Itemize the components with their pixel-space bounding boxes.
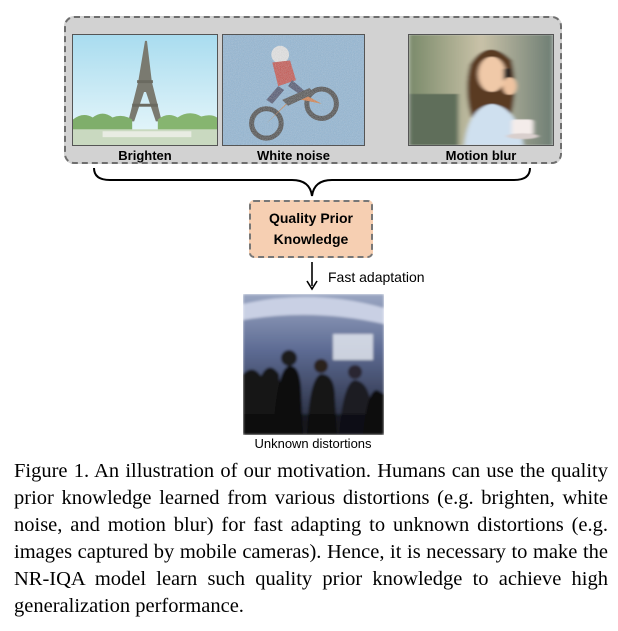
- fast-adaptation-label: Fast adaptation: [328, 269, 425, 285]
- knowledge-box-label: Quality Prior Knowledge: [268, 210, 354, 247]
- eiffel-tower-photo: [73, 35, 217, 145]
- down-arrow-icon: [305, 262, 319, 292]
- motion-blur-label: Motion blur: [445, 148, 517, 163]
- white-noise-example-image: [222, 34, 365, 146]
- quality-prior-knowledge-box: [249, 200, 373, 258]
- brighten-example-image: [72, 34, 218, 146]
- concert-crowd-photo: [243, 294, 384, 435]
- woman-phone-photo: [409, 35, 553, 145]
- distortion-examples-panel: [64, 16, 562, 164]
- unknown-distortions-label: Unknown distortions: [254, 436, 372, 451]
- motocross-photo: [223, 35, 364, 145]
- brighten-label: Brighten: [118, 148, 172, 163]
- white-noise-label: White noise: [257, 148, 330, 163]
- unknown-distortion-image: [243, 294, 384, 435]
- curly-brace-icon: [92, 166, 532, 198]
- motion-blur-example-image: [408, 34, 554, 146]
- figure-caption: Figure 1. An illustration of our motivation. Humans can use the quality prior knowledge learned from various distortions (e.g. brighten, white noise, and motion blur) for fast adapting to unknown distortions (e.g. images captured by mobile cameras). Hence, it is necessary to make the NR-IQA model learn such quality prior knowledge to achieve high generalization performance.: [14, 460, 608, 617]
